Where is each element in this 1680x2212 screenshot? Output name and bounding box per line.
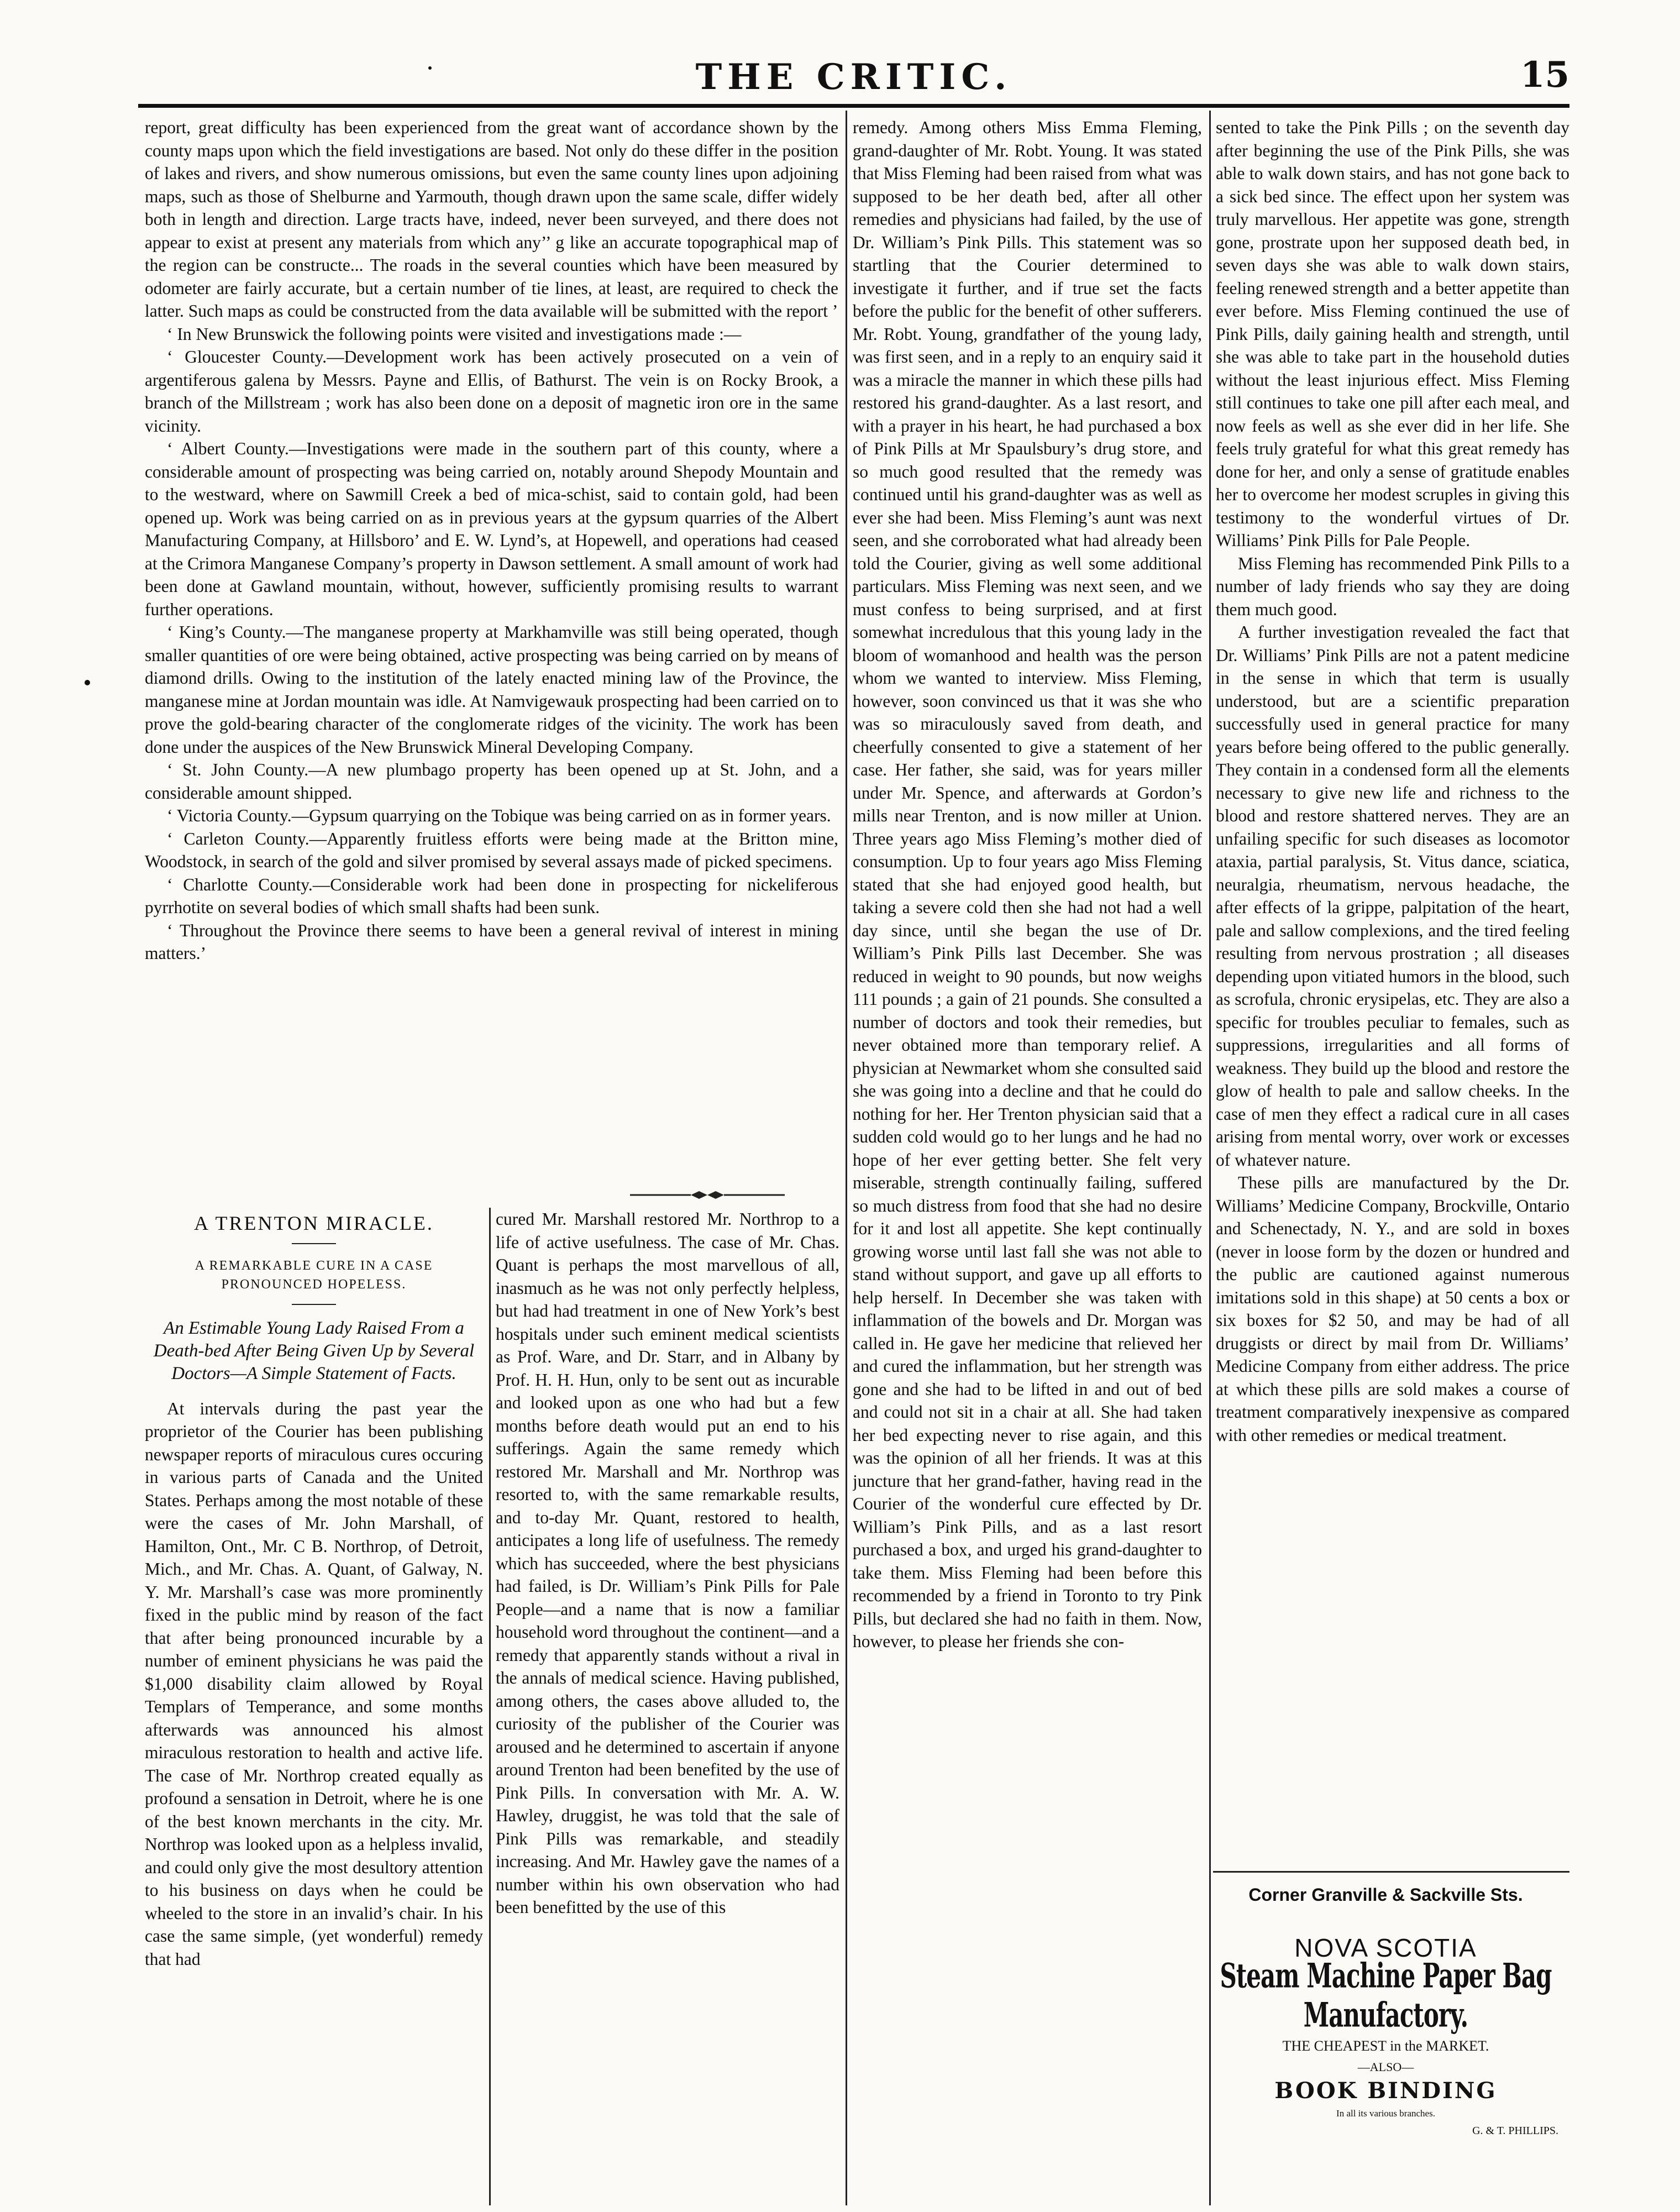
column-rule (489, 1208, 491, 2205)
article-body-text: remedy. Among others Miss Emma Fleming, grand-daughter of Mr. Robt. Young. It was stated that Miss Fleming had been raised from what was supposed to be her death bed, after all other remedies and physicians had failed, by the use of Dr. William’s Pink Pills. This statement was so startling that the Courier determined to investigate it further, and if true set the facts before the public for the benefit of other sufferers. Mr. Robt. Young, grandfather of the young lady, was first seen, and in a reply to an enquiry said it was a miracle the manner in which these pills had restored his grand-daughter. As a last resort, and with a prayer in his heart, he had purchased a box of Pink Pills at Mr Spaulsbury’s drug store, and so much good resulted that the remedy was continued until his grand-daughter was as well as ever she had been. Miss Fleming’s aunt was next seen, and she corroborated what had already been told the Courier, giving as well some additional particulars. Miss Fleming was next seen, and we must confess to being surprised, and at first somewhat incredulous that this young lady in the bloom of womanhood and health was the person whom we wanted to interview. Miss Fleming, however, soon convinced us that it was she who was so miraculously saved from death, and cheerfully consented to give a statement of her case. Her father, she said, was for years miller under Mr. Spence, and afterwards at Gordon’s mills near Trenton, and is now miller at Union. Three years ago Miss Fleming’s mother died of consumption. Up to four years ago Miss Fleming stated that she had enjoyed good health, but taking a severe cold then she had not had a well day since, until she began the use of Dr. William’s Pink Pills last December. She was reduced in weight to 90 pounds, but now weighs 111 pounds ; a gain of 21 pounds. She consulted a number of doctors and took their remedies, but never obtained more than temporary relief. A physician at Newmarket whom she consulted said she was going into a decline and that he could do nothing for her. Her Trenton physician said that a sudden cold would go to her lungs and he had no hope of her ever getting better. She felt very miserable, strength continually failing, suffered so much distress from food that she had no desire for it and lost all appetite. She kept continually growing worse until last fall she was not able to stand without support, and gave up all efforts to help herself. In December she was taken with inflammation of the bowels and Dr. Morgan was called in. He gave her medicine that relieved her and cured the inflammation, but her strength was gone and she had to be lifted in and out of bed and could not sit in a chair at all. She had taken her bed expecting never to rise again, and this was the opinion of all her friends. It was at this juncture that her grand-father, having read in the Courier of the wonderful cure effected by Dr. William’s Pink Pills, and as a last resort purchased a box, and urged his grand-daughter to take them. Miss Fleming had been before this recommended by a friend in Toronto to try Pink Pills, but declared she had no faith in them. Now, however, to please her friends she con- (853, 118, 1202, 1651)
report-paragraph: ‘ Victoria County.—Gypsum quarrying on the Tobique was being carried on as in former years. (167, 806, 831, 825)
article-title: A TRENTON MIRACLE. (194, 1212, 434, 1234)
report-paragraph: ‘ In New Brunswick the following points were visited and investigations made :— (167, 324, 742, 344)
article-body-text: sented to take the Pink Pills ; on the seventh day after beginning the use of the Pink Pills, she was able to walk down stairs, and has not gone back to a sick bed since. The effect upon her system was truly marvellous. Her appetite was gone, strength gone, prostrate upon her supposed death bed, in seven days she was able to walk down stairs, feeling renewed strength and a better appetite than ever before. Miss Fleming continued the use of Pink Pills, daily gaining health and strength, until she was able to take part in the household duties without the least injurious effect. Miss Fleming still continues to take one pill after each meal, and now feels as well as she ever did in her life. She feels truly grateful for what this great remedy has done for her, and only a sense of gratitude enables her to overcome her modest scruples in giving this testimony to the wonderful virtues of Dr. Williams’ Pink Pills for Pale People. (1216, 118, 1569, 550)
article-column-c (853, 116, 1202, 2205)
ad-branches: In all its various branches. (1336, 2108, 1435, 2119)
report-paragraph: ‘ Albert County.—Investigations were made in the southern part of this county, where a considerable amount of prospecting was being carried on, notably around Shepody Mountain and to the westward, where on Sawmill Creek a bed of mica-schist, said to contain gold, had been opened up. Work was being carried on as in previous years at the gypsum quarries of the Albert Manufacturing Company, at Hillsboro’ and E. W. Lynd’s, at Hopewell, and operations had ceased at the Crimora Manganese Company’s property in Dawson settlement. A small amount of work had been done at Gawland mountain, without, however, sufficiently promising results to warrant further operations. (145, 439, 838, 619)
column-rule (846, 111, 847, 2205)
ad-factory-name: Steam Machine Paper Bag Manufactory. (1220, 1956, 1552, 2035)
ornament-divider (630, 1188, 785, 1202)
article-body-text: These pills are manufactured by the Dr. Williams’ Medicine Company, Brockville, Ontario and Schenectady, N. Y., and are sold in boxes (never in loose form by the dozen or hundred and the public are cautioned against numerous imitations sold in this shape) at 50 cents a box or six boxes for $2 50, and may be had of all druggists or direct by mail from Dr. Williams’ Medicine Company from either address. The price at which these pills are sold makes a course of treatment comparatively inexpensive as compared with other remedies or medical treatment. (1216, 1173, 1569, 1445)
margin-mark (85, 680, 90, 685)
newspaper-title: THE CRITIC. (695, 56, 1012, 98)
masthead-rule (138, 104, 1569, 108)
article-column-a (145, 1208, 483, 2203)
ad-cheapest: THE CHEAPEST in the MARKET. (1282, 2038, 1489, 2054)
ad-book-binding: BOOK BINDING (1274, 2078, 1497, 2104)
report-paragraph: ‘ St. John County.—A new plumbago property has been opened up at St. John, and a considerable amount shipped. (145, 760, 838, 803)
margin-mark (428, 66, 432, 70)
article-deck: An Estimable Young Lady Raised From a Death-bed After Being Given Up by Several Doctors—A Simple Statement of Facts. (153, 1318, 475, 1383)
ad-street-address: Corner Granville & Sackville Sts. (1248, 1885, 1523, 1905)
ad-signature: G. & T. PHILLIPS. (1472, 2125, 1558, 2137)
mining-report-column (145, 116, 838, 1177)
masthead (138, 51, 1569, 112)
report-paragraph: report, great difficulty has been experienced from the great want of accordance shown by the county maps upon which the field investigations are based. Not only do these differ in the position of lakes and rivers, and show numerous omissions, but even the same county lines upon adjoining maps, such as those of Shelburne and Yarmouth, though drawn upon the same scale, differ widely both in length and direction. Large tracts have, indeed, never been surveyed, and there does not appear to exist at present any materials from which any’’ g like an accurate topographical map of the region can be constructe... The roads in the several counties which have been measured by odometer are fairly accurate, but a certain number of tie lines, at least, are required to check the latter. Such maps as could be constructed from the data available will be submitted with the report ’ (145, 118, 838, 321)
advertisement-rule (1213, 1871, 1569, 1873)
report-paragraph: ‘ Gloucester County.—Development work has been actively prosecuted on a vein of argentiferous galena by Messrs. Payne and Ellis, of Bathurst. The vein is on Rocky Brook, a branch of the Millstream ; work has also been done on a deposit of magnetic iron ore in the same vicinity. (145, 347, 838, 436)
article-body-text: At intervals during the past year the proprietor of the Courier has been publishing newspaper reports of miraculous cures occuring in various parts of Canada and the United States. Perhaps among the most notable of these were the cases of Mr. John Marshall, of Hamilton, Ont., Mr. C B. Northrop, of Detroit, Mich., and Mr. Chas. A. Quant, of Galway, N. Y. Mr. Marshall’s case was more prominently fixed in the public mind by reason of the fact that after being pronounced incurable by a number of eminent physicians he was paid the $1,000 disability claim allowed by Royal Templars of Temperance, and some months afterwards was announced his almost miraculous restoration to health and active life. The case of Mr. Northrop created equally as profound a sensation in Detroit, where he is one of the best known merchants in the city. Mr. Northrop was looked upon as a helpless invalid, and could only give the most desultory attention to his business on days when he could be wheeled to the store in an invalid’s chair. In his case the same simple, (yet wonderful) remedy that had (145, 1398, 483, 1969)
page-number: 15 (1520, 54, 1569, 96)
article-body-text: A further investigation revealed the fact that Dr. Williams’ Pink Pills are not a patent medicine in the sense in which that term is usually understood, but are a scientific preparation successfully used in general practice for many years before being offered to the public generally. They contain in a condensed form all the elements necessary to give new life and richness to the blood and restore shattered nerves. They are an unfailing specific for such diseases as locomotor ataxia, partial paralysis, St. Vitus dance, sciatica, neuralgia, rheumatism, nervous headache, the after effects of la grippe, palpitation of the heart, pale and sallow complexions, and the tired feeling resulting from nervous prostration ; all diseases depending upon vitiated humors in the blood, such as scrofula, chronic erysipelas, etc. They are also a specific for troubles peculiar to females, such as suppressions, irregularities and all forms of weakness. They build up the blood and restore the glow of health to pale and sallow cheeks. In the case of men they effect a radical cure in all cases arising from mental worry, over work or excesses of whatever nature. (1216, 622, 1569, 1170)
ad-also: —ALSO— (1357, 2060, 1414, 2074)
article-column-b (496, 1208, 839, 2203)
report-paragraph: ‘ Charlotte County.—Considerable work had been done in prospecting for nickeliferous pyrrhotite on several bodies of which small shafts had been sunk. (145, 874, 838, 917)
title-rule (292, 1243, 336, 1244)
article-body-text: cured Mr. Marshall restored Mr. Northrop to a life of active usefulness. The case of Mr. Chas. Quant is perhaps the most marvellous of all, inasmuch as he was not only perfectly helpless, but had had treatment in one of New York’s best hospitals under such eminent medical scientists as Prof. Ware, and Dr. Starr, and in Albany by Prof. H. H. Hun, only to be sent out as incurable and looked upon as one who had but a few months before death would put an end to his sufferings. Again the same remedy which restored Mr. Marshall and Mr. Northrop was resorted to, with the same remarkable results, and to-day Mr. Quant, restored to health, anticipates a long life of usefulness. The remedy which has succeeded, where the best physicians had failed, is Dr. William’s Pink Pills for Pale People—and a name that is now a familiar household word throughout the continent—and a remedy that apparently stands without a rival in the annals of medical science. Having published, among others, the cases above alluded to, the curiosity of the publisher of the Courier was aroused and he determined to ascertain if anyone around Trenton had been benefited by the use of Pink Pills. In conversation with Mr. A. W. Hawley, druggist, he was told that the sale of Pink Pills was remarkable, and steadily increasing. And Mr. Hawley gave the names of a number within his own observation who had been benefitted by the use of this (496, 1209, 839, 1917)
article-body-text: Miss Fleming has recommended Pink Pills to a number of lady friends who say they are doing them much good. (1216, 553, 1569, 619)
ad-nova-scotia: NOVA SCOTIA (1294, 1933, 1477, 1962)
advertisement (1202, 1885, 1569, 2137)
report-paragraph: ‘ Carleton County.—Apparently fruitless efforts were being made at the Britton mine, Woodstock, in search of the gold and silver promised by several assays made of picked specimens. (145, 829, 838, 871)
article-column-d (1216, 116, 1569, 1857)
report-paragraph: ‘ King’s County.—The manganese property at Markhamville was still being operated, though smaller quantities of ore were being obtained, active prospecting was being carried on by means of diamond drills. Owing to the institution of the lately enacted mining law of the Province, the manganese mine at Jordan mountain was idle. At Namvigewauk prospecting had been carried on to prove the gold-bearing character of the conglomerate ridges of the vicinity. The work has been done under the auspices of the New Brunswick Mineral Developing Company. (145, 622, 838, 757)
subhead-rule (292, 1304, 336, 1305)
report-paragraph: ‘ Throughout the Province there seems to have been a general revival of interest in mining matters.’ (145, 920, 838, 963)
article-subhead: A REMARKABLE CURE IN A CASE PRONOUNCED HOPELESS. (195, 1258, 433, 1292)
